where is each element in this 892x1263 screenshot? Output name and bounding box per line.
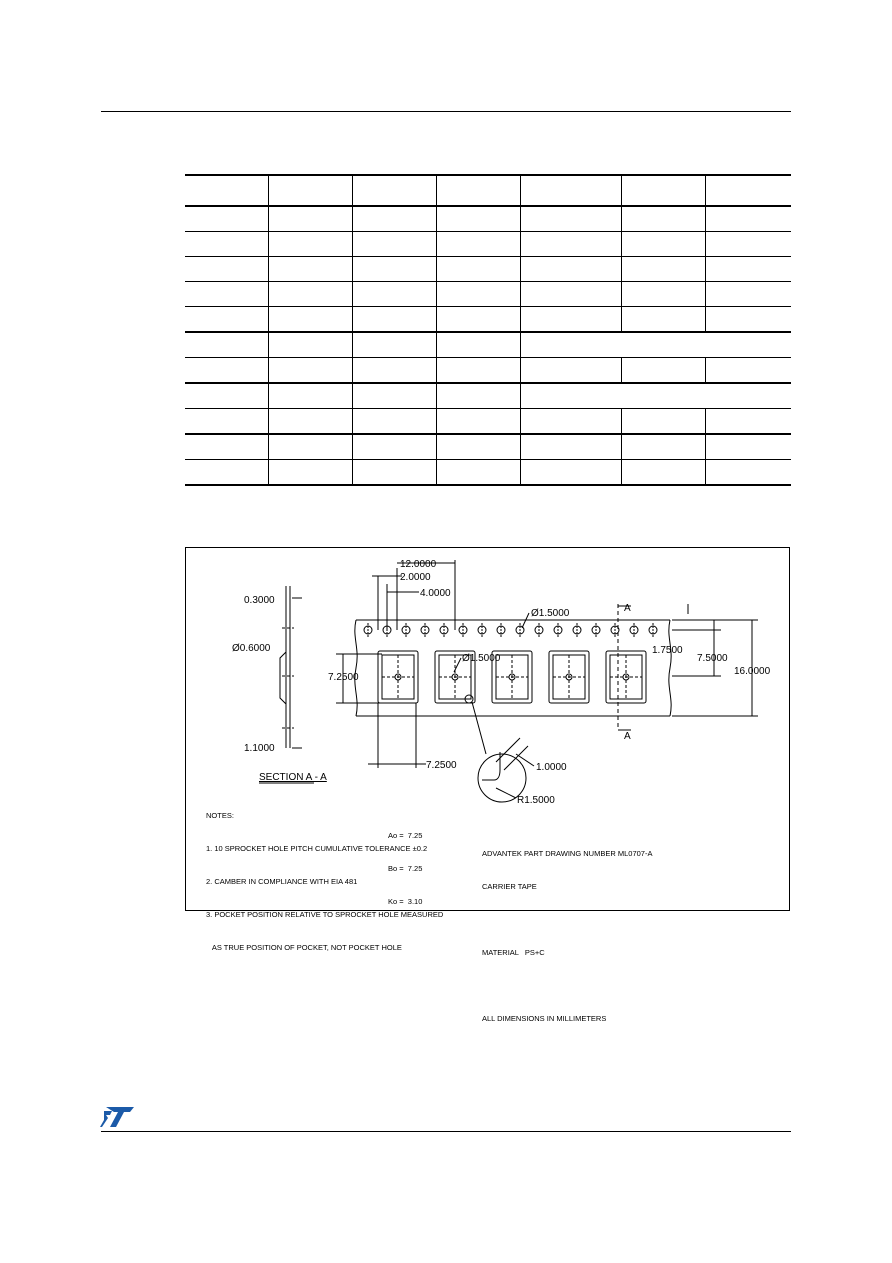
note-4: AS TRUE POSITION OF POCKET, NOT POCKET HOLE <box>206 943 402 952</box>
dim-dia-0-6: Ø0.6000 <box>232 643 271 654</box>
spec-bo: Bo = 7.25 <box>388 864 423 873</box>
pocket <box>549 651 589 703</box>
material: MATERIAL PS+C <box>482 948 545 957</box>
sprocket-holes <box>364 623 657 637</box>
section-view <box>280 586 302 748</box>
dim-depth: 1.1000 <box>244 743 275 754</box>
table-row <box>185 232 791 257</box>
note-3: 3. POCKET POSITION RELATIVE TO SPROCKET HOLE MEASURED <box>206 910 444 919</box>
carrier-tape-drawing <box>185 547 790 1023</box>
carrier-tape <box>355 620 671 716</box>
st-logo <box>100 1107 134 1132</box>
table-row <box>185 332 791 358</box>
section-caption: SECTION A - A <box>259 772 327 783</box>
note-2: 2. CAMBER IN COMPLIANCE WITH EIA 481 <box>206 877 358 886</box>
pocket <box>378 651 418 703</box>
units-note: ALL DIMENSIONS IN MILLIMETERS <box>482 1014 607 1023</box>
dim-width-bottom: 7.2500 <box>426 760 457 771</box>
part-number: ADVANTEK PART DRAWING NUMBER ML0707-A <box>482 849 653 858</box>
table-row <box>185 282 791 307</box>
spec-ko: Ko = 3.10 <box>388 897 423 906</box>
dim-thickness: 0.3000 <box>244 595 275 606</box>
dim-center-hole: Ø1.5000 <box>462 653 501 664</box>
dim-pitch-7-5: 7.5000 <box>697 653 728 664</box>
table-row <box>185 206 791 232</box>
dim-width-left: 7.2500 <box>328 672 359 683</box>
dim-hole-dia: Ø1.5000 <box>531 608 570 619</box>
note-1: 1. 10 SPROCKET HOLE PITCH CUMULATIVE TOLERANCE ±0.2 <box>206 844 428 853</box>
section-mark-bottom: A <box>624 731 631 742</box>
dimension-specs <box>388 808 422 929</box>
table-header-row <box>185 175 791 206</box>
dim-pitch-12: 12.0000 <box>400 559 437 570</box>
dim-tape-width: 16.0000 <box>734 666 771 677</box>
dim-pitch-2: 2.0000 <box>400 572 431 583</box>
table-row <box>185 434 791 460</box>
table-row <box>185 383 791 409</box>
specification-table <box>185 174 791 486</box>
header-rule <box>101 111 791 112</box>
dim-r-1-5: R1.5000 <box>517 795 555 806</box>
pocket <box>606 651 646 703</box>
table-row <box>185 409 791 435</box>
section-mark-top: A <box>624 603 631 614</box>
footer-rule <box>101 1131 791 1132</box>
spec-ao: Ao = 7.25 <box>388 831 423 840</box>
table-row <box>185 358 791 384</box>
table-row <box>185 257 791 282</box>
pockets <box>378 651 646 703</box>
dim-edge-1-75: 1.7500 <box>652 645 683 656</box>
notes-title: NOTES: <box>206 811 234 820</box>
table-row <box>185 307 791 333</box>
table-row <box>185 460 791 486</box>
dim-pitch-4: 4.0000 <box>420 588 451 599</box>
product-name: CARRIER TAPE <box>482 882 537 891</box>
dim-r-1: 1.0000 <box>536 762 567 773</box>
title-block <box>482 826 652 1046</box>
